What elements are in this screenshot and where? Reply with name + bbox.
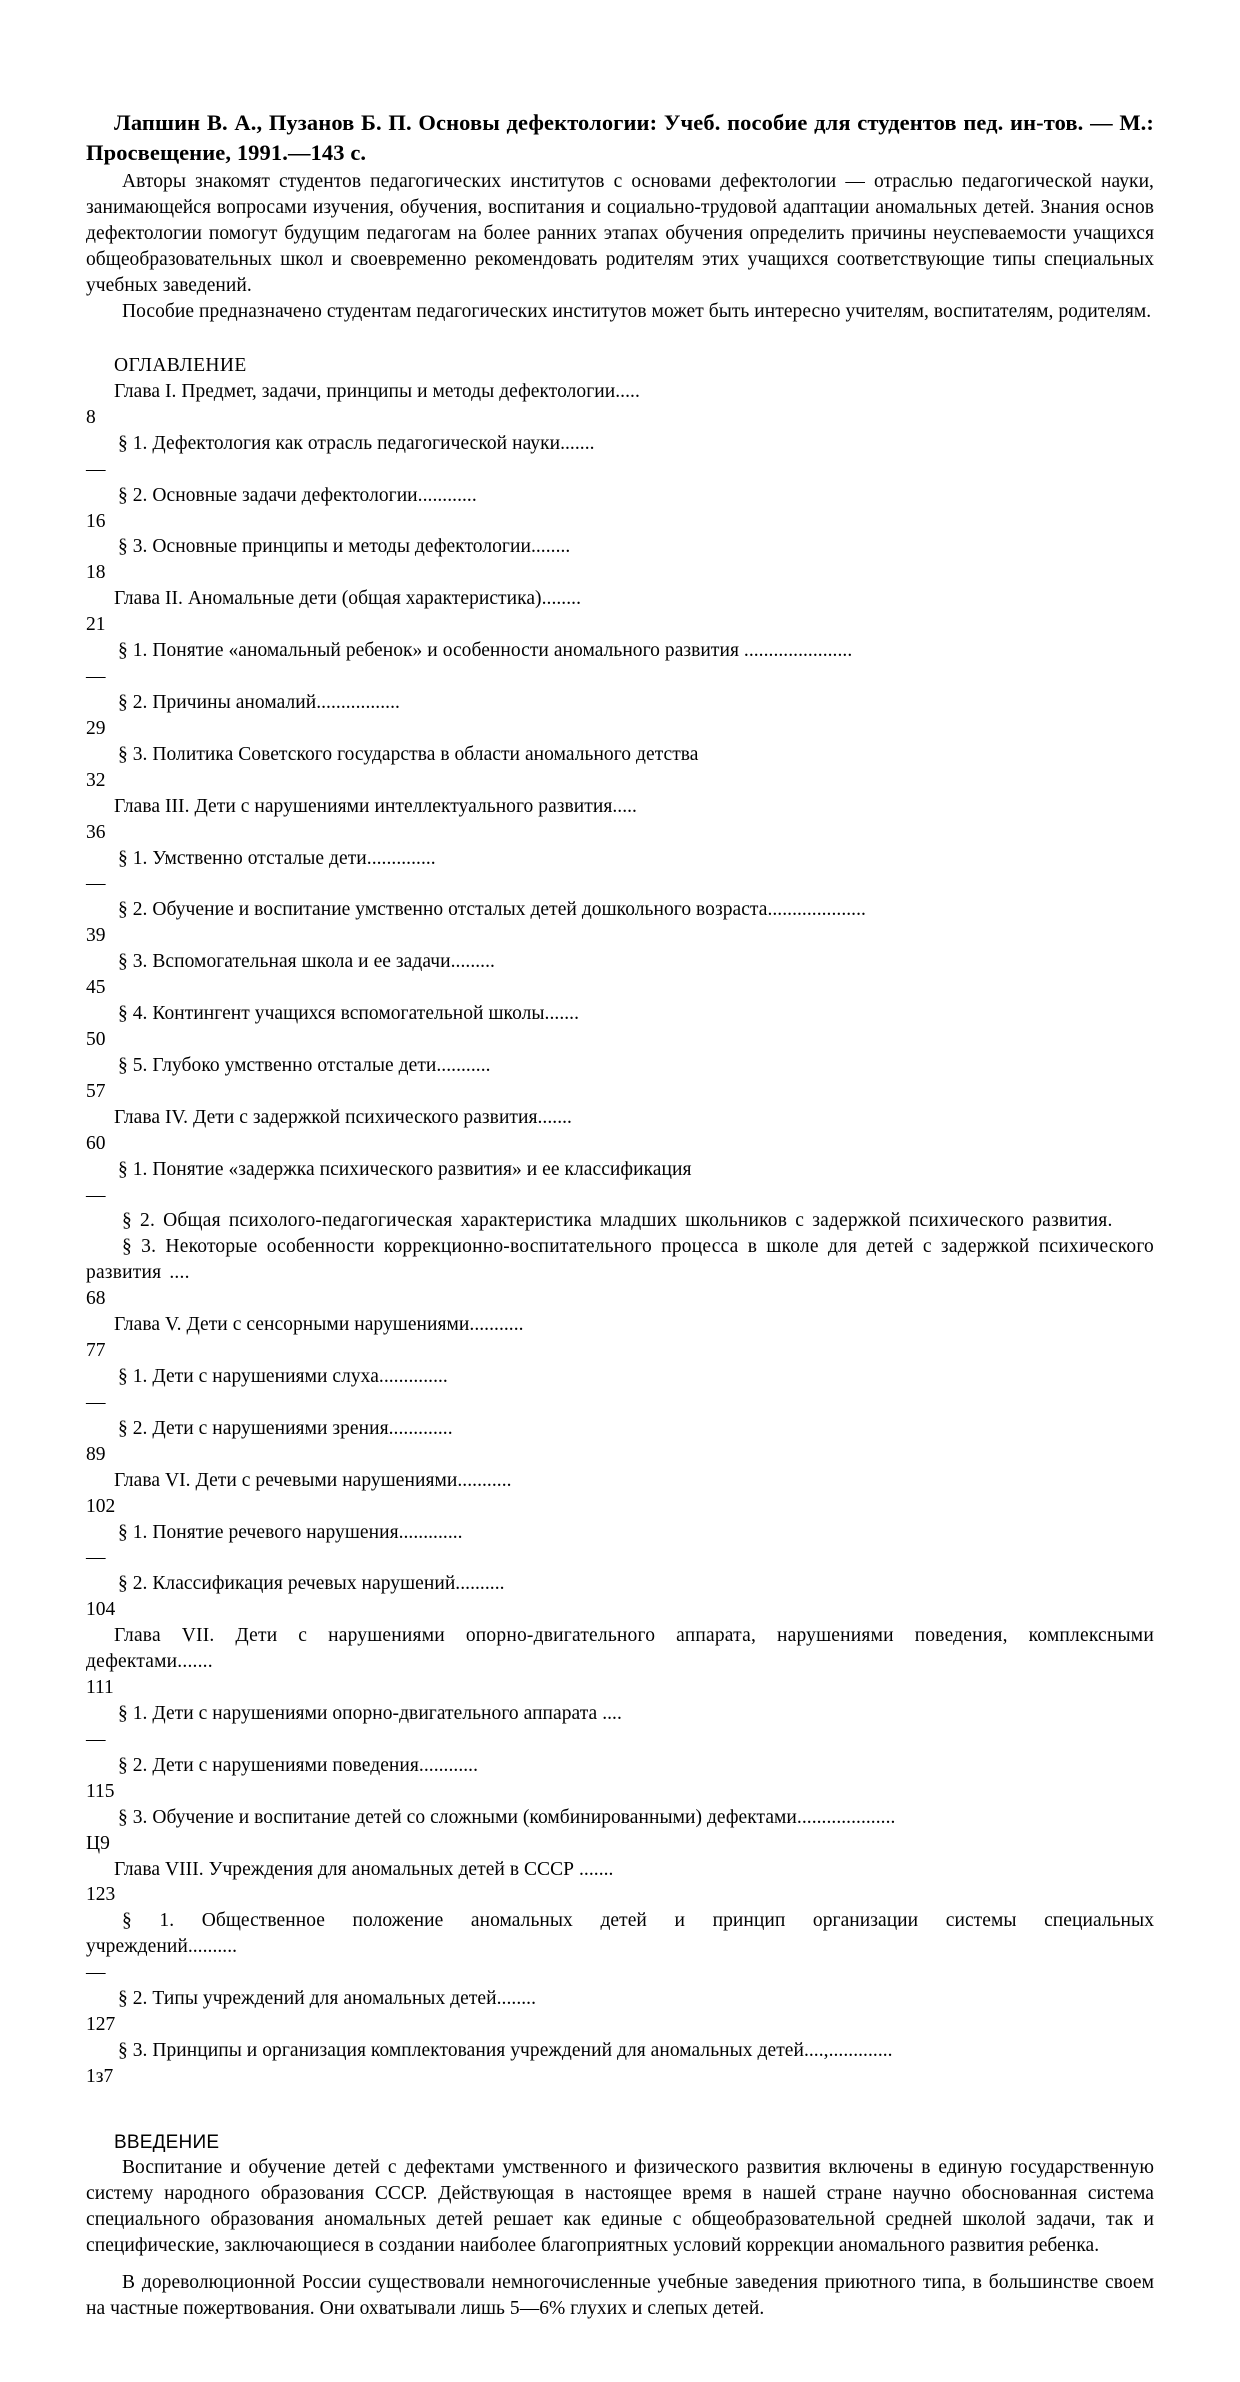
toc-entry	[86, 1701, 1154, 1753]
toc-entry-label: § 3. Вспомогательная школа и ее задачи.........	[118, 951, 495, 973]
toc-entry-label: § 2. Дети с нарушениями поведения............	[118, 1754, 479, 1776]
toc-entry-page: 32	[86, 769, 106, 791]
toc-entry	[86, 1753, 1154, 1805]
toc-entry	[86, 1105, 1154, 1157]
toc-entry	[86, 1001, 1154, 1053]
toc-entry	[86, 1053, 1154, 1105]
toc-heading: ОГЛАВЛЕНИЕ	[114, 355, 247, 377]
spacer	[86, 2090, 1154, 2130]
toc-entry	[86, 1312, 1154, 1364]
table-of-contents	[86, 379, 1154, 2090]
toc-entry	[86, 586, 1154, 638]
toc-entry-page: 77	[86, 1340, 106, 1362]
toc-entry-label: § 3. Некоторые особенности коррекционно-воспитательного процесса в школе для детей с задержкой психического развития ....	[86, 1236, 1154, 1284]
toc-entry-page: —	[86, 1184, 106, 1206]
toc-entry	[86, 1805, 1154, 1857]
toc-entry-page: 60	[86, 1132, 106, 1154]
toc-entry-label: § 1. Дети с нарушениями слуха..............	[118, 1365, 448, 1387]
toc-entry-page: 16	[86, 510, 106, 532]
toc-entry-page: 29	[86, 717, 106, 739]
toc-entry-page: 39	[86, 925, 106, 947]
toc-entry-label: § 3. Принципы и организация комплектования учреждений для аномальных детей....,.............	[118, 2039, 893, 2061]
toc-entry-page: 68	[86, 1288, 106, 1310]
toc-entry	[86, 2038, 1154, 2090]
toc-entry-label: Глава III. Дети с нарушениями интеллектуального развития.....	[114, 795, 637, 817]
toc-entry-label: § 5. Глубоко умственно отсталые дети...........	[118, 1054, 491, 1076]
toc-entry-label: § 1. Дети с нарушениями опорно-двигательного аппарата ....	[118, 1702, 622, 1724]
toc-entry-page: 102	[86, 1495, 116, 1517]
introduction-heading: ВВЕДЕНИЕ	[114, 2131, 220, 2153]
toc-entry-label: § 1. Понятие речевого нарушения.............	[118, 1521, 463, 1543]
toc-entry	[86, 379, 1154, 431]
toc-entry-label: § 2. Классификация речевых нарушений..........	[118, 1573, 505, 1595]
toc-entry-label: § 2. Типы учреждений для аномальных детей........	[118, 1988, 537, 2010]
toc-entry	[86, 690, 1154, 742]
toc-entry	[86, 1208, 1154, 1234]
toc-entry	[86, 897, 1154, 949]
toc-entry-page: 123	[86, 1884, 116, 1906]
toc-entry	[86, 742, 1154, 794]
toc-entry	[86, 794, 1154, 846]
toc-entry-page: 89	[86, 1443, 106, 1465]
toc-entry-page: 18	[86, 562, 106, 584]
toc-entry-page: 36	[86, 821, 106, 843]
toc-entry-page: —	[86, 1728, 106, 1750]
toc-entry-label: § 1. Понятие «аномальный ребенок» и особенности аномального развития ......................	[118, 640, 853, 662]
toc-entry-page: —	[86, 1391, 106, 1413]
toc-entry	[86, 1908, 1154, 1986]
toc-entry-page: —	[86, 666, 106, 688]
toc-entry-page: —	[86, 873, 106, 895]
toc-entry-label: § 3. Обучение и воспитание детей со сложными (комбинированными) дефектами....................	[118, 1806, 896, 1828]
introduction-paragraph-1: Воспитание и обучение детей с дефектами умственного и физического развития включены в единую государственную систему народного образования СССР. Действующая в настоящее время в нашей стране научно обоснованная система специального образования аномальных детей решает как единые с общеобразовательной средней школой задачи, так и специфические, заключающиеся в создании наиболее благоприятных условий коррекции аномального развития ребенка.	[86, 2157, 1154, 2257]
toc-entry-page: 111	[86, 1677, 114, 1699]
toc-entry	[86, 1468, 1154, 1520]
toc-entry-label: § 2. Общая психолого-педагогическая характеристика младших школьников с задержкой психического развития.	[122, 1210, 1113, 1232]
toc-entry	[86, 1416, 1154, 1468]
toc-entry-label: § 1. Умственно отсталые дети..............	[118, 847, 436, 869]
introduction-paragraph-2: В дореволюционной России существовали немногочисленные учебные заведения приютного типа, в большинстве своем на частные пожертвования. Они охватывали лишь 5—6% глухих и слепых детей.	[86, 2272, 1154, 2320]
toc-entry-page: 8	[86, 406, 96, 428]
toc-entry	[86, 1520, 1154, 1572]
toc-entry	[86, 1623, 1154, 1701]
toc-entry	[86, 846, 1154, 898]
toc-entry-label: § 3. Политика Советского государства в области аномального детства	[118, 743, 699, 765]
abstract-paragraph-1: Авторы знакомят студентов педагогических институтов с основами дефектологии — отраслью педагогической науки, занимающейся вопросами изучения, обучения, воспитания и социально-трудовой адаптации аномальных детей. Знания основ дефектологии помогут будущим педагогам на более ранних этапах обучения определить причины неуспеваемости учащихся общеобразовательных школ и своевременно рекомендовать родителям этих учащихся соответствующие типы специальных учебных заведений.	[86, 170, 1154, 296]
toc-entry-label: § 2. Дети с нарушениями зрения.............	[118, 1417, 453, 1439]
toc-entry-page: —	[86, 1547, 106, 1569]
toc-entry-label: § 1. Понятие «задержка психического развития» и ее классификация	[118, 1158, 692, 1180]
book-title: Лапшин В. А., Пузанов Б. П. Основы дефектологии: Учеб. пособие для студентов пед. ин-тов. — М.: Просвещение, 1991.—143 с.	[86, 110, 1154, 165]
toc-entry-page: 21	[86, 614, 106, 636]
toc-entry-page: 57	[86, 1080, 106, 1102]
toc-entry-label: § 4. Контингент учащихся вспомогательной школы.......	[118, 1003, 580, 1025]
toc-entry	[86, 1571, 1154, 1623]
toc-entry-label: Глава V. Дети с сенсорными нарушениями...........	[114, 1314, 524, 1336]
toc-entry	[86, 1157, 1154, 1209]
toc-entry-page: 115	[86, 1780, 115, 1802]
toc-entry-label: Глава IV. Дети с задержкой психического развития.......	[114, 1106, 572, 1128]
toc-entry	[86, 1986, 1154, 2038]
toc-entry-page: —	[86, 458, 106, 480]
toc-entry-label: § 1. Общественное положение аномальных детей и принцип организации системы специальных учреждений..........	[86, 1910, 1154, 1958]
toc-entry	[86, 1234, 1154, 1312]
toc-entry	[86, 638, 1154, 690]
toc-entry	[86, 534, 1154, 586]
abstract-paragraph-2: Пособие предназначено студентам педагогических институтов может быть интересно учителям, воспитателям, родителям.	[122, 301, 1152, 322]
toc-entry-page: 127	[86, 2014, 116, 2036]
spacer	[86, 325, 1154, 353]
toc-entry-label: § 3. Основные принципы и методы дефектологии........	[118, 536, 571, 558]
toc-entry-page: 50	[86, 1029, 106, 1050]
toc-entry-page: Ц9	[86, 1832, 110, 1854]
toc-entry-label: § 1. Дефектология как отрасль педагогической науки.......	[118, 432, 595, 454]
toc-entry	[86, 949, 1154, 1001]
toc-entry-label: Глава I. Предмет, задачи, принципы и методы дефектологии.....	[114, 380, 640, 402]
toc-entry-label: § 2. Причины аномалий.................	[118, 692, 400, 714]
toc-entry-page: 104	[86, 1599, 116, 1621]
toc-entry	[86, 431, 1154, 483]
spacer	[86, 2259, 1154, 2270]
toc-entry-label: Глава VII. Дети с нарушениями опорно-двигательного аппарата, нарушениями поведения, комплексными дефектами.......	[86, 1625, 1154, 1673]
toc-entry	[86, 483, 1154, 535]
toc-entry-label: Глава II. Аномальные дети (общая характеристика)........	[114, 588, 581, 610]
toc-entry-page: —	[86, 1962, 106, 1984]
toc-entry-page: 45	[86, 977, 106, 999]
toc-entry	[86, 1857, 1154, 1909]
toc-entry-label: § 2. Обучение и воспитание умственно отсталых детей дошкольного возраста....................	[118, 899, 866, 921]
toc-entry	[86, 1364, 1154, 1416]
toc-entry-label: Глава VIII. Учреждения для аномальных детей в СССР .......	[114, 1858, 614, 1880]
toc-entry-label: § 2. Основные задачи дефектологии............	[118, 484, 477, 506]
toc-entry-label: Глава VI. Дети с речевыми нарушениями...........	[114, 1469, 512, 1491]
toc-entry-page: 1з7	[86, 2065, 114, 2087]
